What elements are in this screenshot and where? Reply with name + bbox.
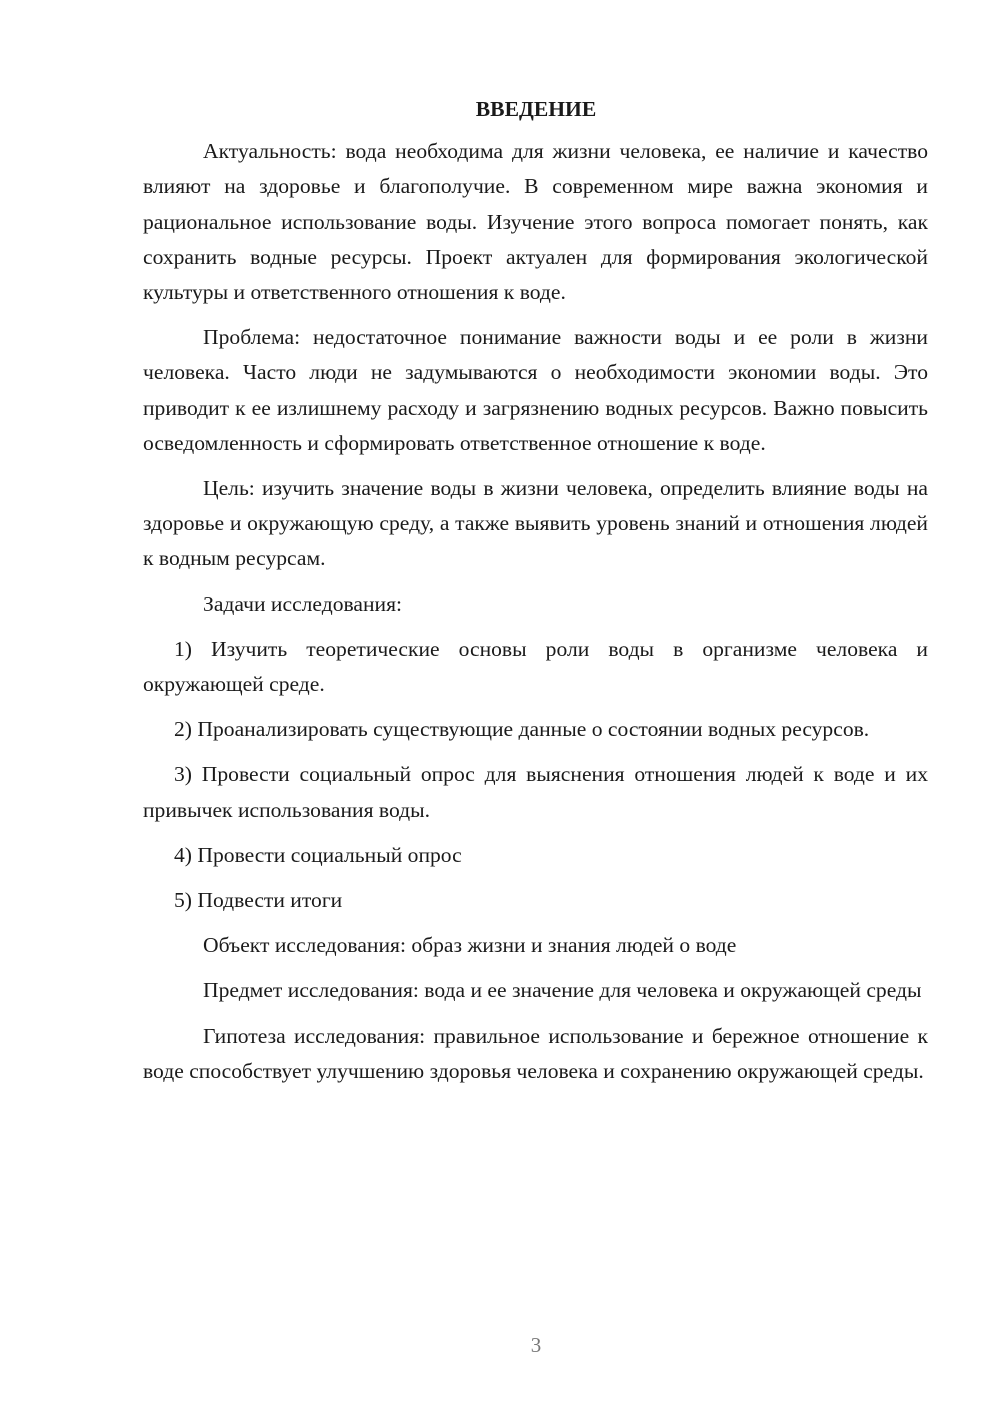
object-paragraph: Объект исследования: образ жизни и знания людей о воде bbox=[203, 933, 737, 958]
subject-paragraph: Предмет исследования: вода и ее значение для человека и окружающей среды bbox=[203, 978, 922, 1003]
task-item-2: 2) Проанализировать существующие данные о состоянии водных ресурсов. bbox=[174, 717, 870, 742]
task-item-4: 4) Провести социальный опрос bbox=[174, 842, 462, 867]
hypothesis-paragraph: Гипотеза исследования: правильное использование и бережное отношение к воде способствует улучшению здоровья человека и сохранению окружающей среды. bbox=[143, 1023, 928, 1083]
page-number: 3 bbox=[530, 1333, 542, 1357]
page-content bbox=[143, 92, 928, 1099]
task-item-3: 3) Провести социальный опрос для выяснения отношения людей к воде и их привычек использования воды. bbox=[143, 762, 928, 822]
tasks-heading: Задачи исследования: bbox=[203, 591, 403, 616]
problem-paragraph: Проблема: недостаточное понимание важности воды и ее роли в жизни человека. Часто люди не задумываются о необходимости экономии воды. Это приводит к ее излишнему расходу и загрязнению водных ресурсов. Важно повысить осведомленность и сформировать ответственное отношение к воде. bbox=[143, 325, 928, 455]
goal-paragraph: Цель: изучить значение воды в жизни человека, определить влияние воды на здоровье и окружающую среду, а также выявить уровень знаний и отношения людей к водным ресурсам. bbox=[143, 476, 928, 571]
relevance-paragraph: Актуальность: вода необходима для жизни человека, ее наличие и качество влияют на здоровье и благополучие. В современном мире важна экономия и рациональное использование воды. Изучение этого вопроса помогает понять, как сохранить водные ресурсы. Проект актуален для формирования экологической культуры и ответственного отношения к воде. bbox=[143, 139, 928, 305]
task-item-1: 1) Изучить теоретические основы роли воды в организме человека и окружающей среде. bbox=[143, 636, 928, 697]
task-item-5: 5) Подвести итоги bbox=[174, 888, 343, 913]
page-title: ВВЕДЕНИЕ bbox=[475, 97, 597, 121]
